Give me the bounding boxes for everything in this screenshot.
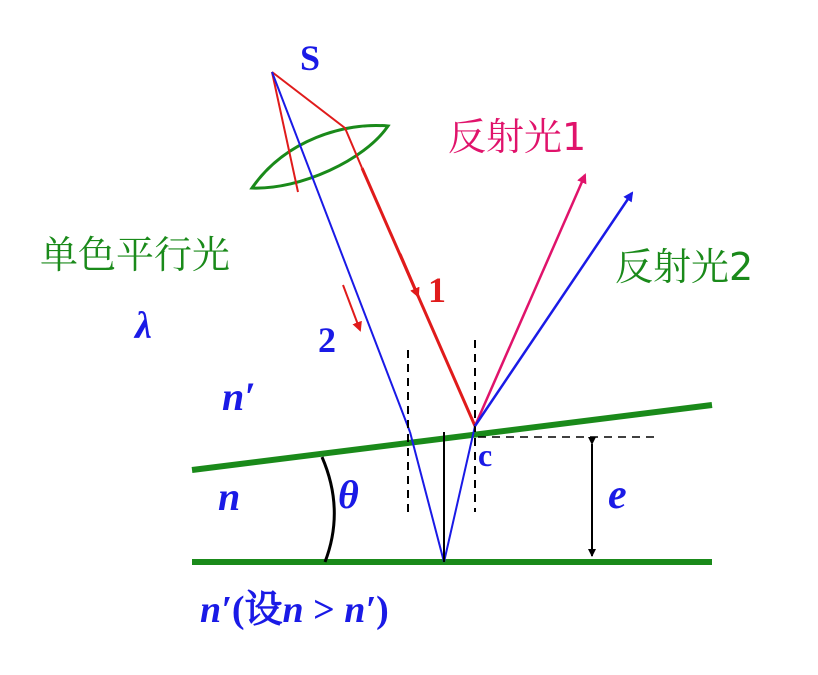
ray-1-arrow [400,254,418,296]
bottom-n-prime: n′ [200,589,232,631]
incident-light-label: 单色平行光 [40,233,231,277]
reflected-light-2-label: 反射光2 [615,245,754,289]
reflected-ray-2 [475,193,632,426]
bottom-paren-open: (设 [231,589,283,631]
thickness-e-label: e [608,472,627,518]
bottom-gt: > [303,589,345,631]
incident-ray-1 [362,168,475,426]
bottom-condition-label [200,589,389,631]
wavelength-label: λ [135,305,152,347]
n-film-label: n [218,474,241,519]
refracted-ray-up [444,426,475,562]
n-prime-top-label: n′ [222,374,256,419]
ray-1-label: 1 [428,270,446,310]
wedge-angle-arc [322,457,334,562]
theta-label: θ [338,472,359,517]
ray-2-label: 2 [318,320,336,360]
point-c-label: c [478,437,493,473]
bottom-n: n [282,589,304,631]
reflected-ray-1 [475,175,585,426]
bottom-n-prime-2: n′ [344,589,377,631]
reflected-light-1-label: 反射光1 [448,115,587,159]
refracted-ray-down [410,432,444,562]
source-label: S [300,38,321,78]
bottom-paren-close: ) [376,589,389,631]
ray-2-arrow [343,285,360,330]
